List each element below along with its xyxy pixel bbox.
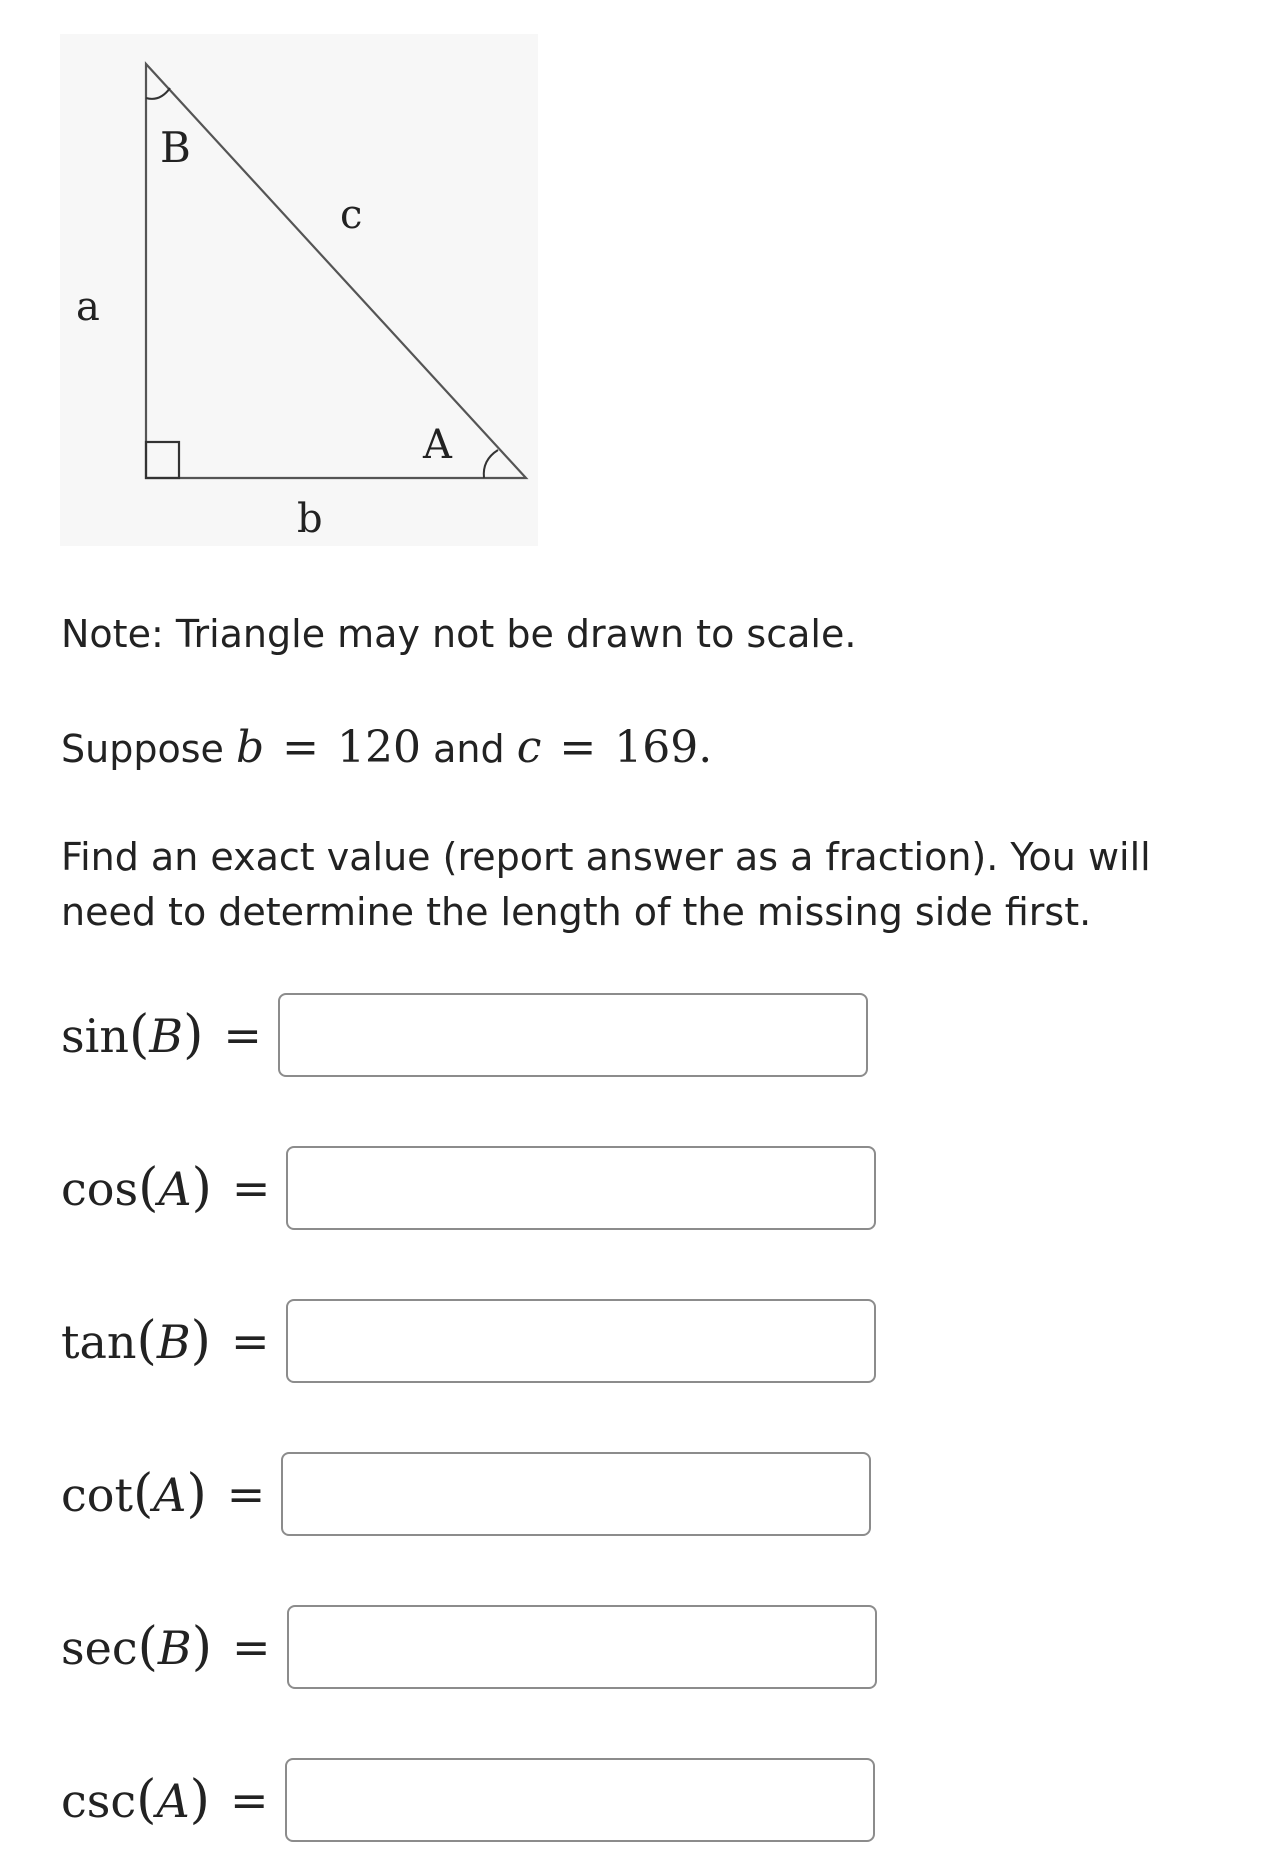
- and-word: and: [433, 727, 505, 771]
- triangle-diagram: [60, 34, 538, 546]
- equals-sign: =: [230, 1314, 270, 1368]
- vertex-label-b: B: [160, 123, 191, 172]
- equals-sign: =: [223, 1008, 262, 1062]
- side-label-b: b: [297, 496, 323, 542]
- function-label: tan(B): [61, 1311, 211, 1371]
- answer-input-sin-b[interactable]: [278, 993, 868, 1077]
- value-c: 169: [614, 722, 699, 773]
- answer-input-cot-a[interactable]: [281, 1452, 871, 1536]
- equals-sign: =: [231, 1161, 271, 1215]
- equals-sign: =: [559, 722, 597, 773]
- equals-sign: =: [226, 1467, 266, 1521]
- var-b: b: [235, 722, 265, 773]
- answer-input-cos-a[interactable]: [286, 1146, 876, 1230]
- question-cot-a: [61, 1449, 871, 1539]
- equals-sign: =: [282, 722, 320, 773]
- answer-input-csc-a[interactable]: [285, 1758, 875, 1842]
- given-values: [61, 722, 712, 773]
- instructions: Find an exact value (report answer as a fraction). You will need to determine the length of the missing side first.: [61, 835, 1151, 934]
- vertex-label-a: A: [423, 422, 452, 468]
- right-angle-marker: [146, 442, 179, 478]
- triangle-figure: [60, 34, 538, 546]
- suppose-word: Suppose: [61, 727, 224, 771]
- answer-input-sec-b[interactable]: [287, 1605, 877, 1689]
- scale-note: Note: Triangle may not be drawn to scale.: [61, 612, 857, 656]
- value-b: 120: [337, 722, 421, 773]
- question-tan-b: [61, 1296, 876, 1386]
- function-label: cot(A): [61, 1464, 207, 1524]
- side-label-c: c: [340, 192, 363, 238]
- function-label: sec(B): [61, 1617, 212, 1677]
- equals-sign: =: [229, 1773, 269, 1827]
- function-label: cos(A): [61, 1158, 212, 1218]
- question-sin-b: [61, 990, 868, 1080]
- angle-b-arc: [146, 88, 170, 99]
- function-label: sin(B): [61, 1005, 204, 1065]
- question-sec-b: [61, 1602, 877, 1692]
- period: .: [698, 722, 713, 773]
- side-label-a: a: [76, 284, 100, 330]
- triangle-shape: [146, 64, 526, 478]
- var-c: c: [516, 722, 542, 773]
- question-csc-a: [61, 1755, 875, 1845]
- question-cos-a: [61, 1143, 876, 1233]
- equals-sign: =: [232, 1620, 271, 1674]
- angle-a-arc: [484, 450, 498, 478]
- answer-input-tan-b[interactable]: [286, 1299, 876, 1383]
- function-label: csc(A): [61, 1770, 210, 1830]
